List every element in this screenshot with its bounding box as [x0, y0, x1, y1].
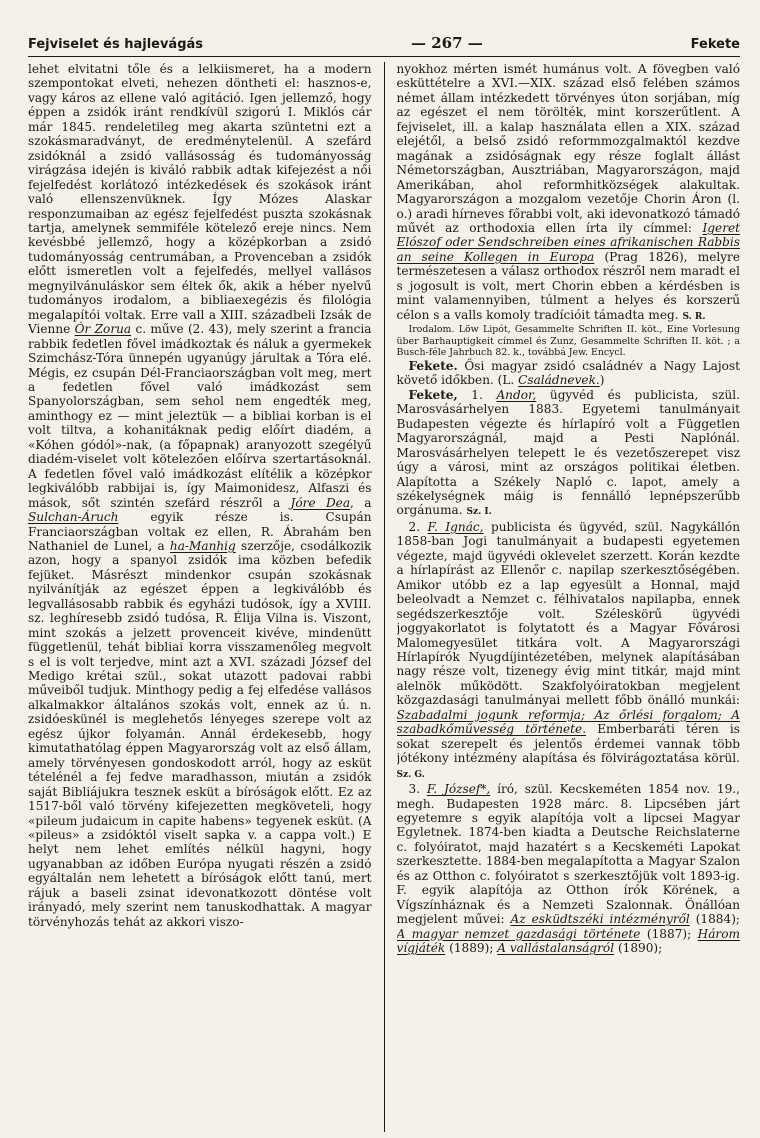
entry-fekete-andor: Fekete, 1. Andor, ügyvéd és publicista, szül. Marosvásárhelyen 1883. Egyetemi tanulmányait Budapesten végezte és hírlapíró volt a Független Magyarországnál, majd a Pesti Naplónál. Marosvásárhelyen telepett le és vezetőszerepet visz úgy a városi, mint az országos politikai életben. Alapította a Székely Napló c. lapot, amely a székelységnek máig is fennálló lepnépszerűbb orgánuma. Sz. I.	[396, 387, 740, 518]
right-paragraph-continued: nyokhoz mérten ismét humánus volt. A fövegben való esküttételre a XVI.—XIX. század első felében számos német állam intézkedett törvényes úton sorjában, míg az egészet el nem törölték, mint korszerűtlent. A fejviselet, ill. a kalap használata ellen a XIX. század elejétől, a belső zsidó reformmozgalmaktól kezdve magának a zsidóságnak egy része foglalt állást Németországban, Ausztriában, Magyarországon, majd Amerikában, ahol reformhitközségek alakultak. Magyarországon a mozgalom vezetője Chorin Áron (l. o.) aradi hírneves főrabbi volt, aki idevonatkozó támadó művét az orthodoxia ellen írta ily címmel: Igeret Elószof oder Sendschreiben eines afrikanischen Rabbis an seine Kollegen in Europa (Prag 1826), melyre természetesen a válasz orthodox részről nem maradt el s jogosult is volt, mert Chorin ebben a kérdésben is mint valamennyiben, túlment a helyes és korszerű célon s a valls komoly tradícióit támadta meg. S. R.	[396, 62, 740, 322]
entry-fekete-jozsef: 3. F. József*, író, szül. Kecskeméten 1854 nov. 19., megh. Budapesten 1928 márc. 8. Lipcsében járt egyetemre s egyik alapítója volt a lipcsei Magyar Egyletnek. 1874-ben kiadta a Deutsche Reichslaterne c. folyóiratot, majd hazatért s a Kecskeméti Lapokat szerkesztette. 1884-ben megalapította a Magyar Szalon és az Otthon c. folyóiratot s szerkesztőjük volt 1893-ig. F. egyik alapítója az Otthon írók Körének, a Vígszínháznak és a Nemzeti Szalonnak. Önállóan megjelent művei: Az esküdtszéki intézményről (1884); A magyar nemzet gazdasági története (1887); Három vígjáték (1889); A vallástalanságról (1890);	[396, 782, 740, 956]
left-paragraph: lehet elvitatni tőle és a lelkiismeret, ha a modern szempontokat elveti, nehezen döntheti el: hasznos-e, vagy káros az ellene való agitáció. Igen jellemző, hogy éppen a zsidók iránt rendkívül szigorú I. Miklós cár már 1845. rendeletileg meg akarta szüntetni ezt a szokásmaradványt, de eredménytelenül. A szefárd zsidóknál a zsidó vallásosság és tudományosság virágzása idején is kiváló rabbik adtak kifejezést a női fejelfedést korlátozó intézkedések és szokások iránt való ellenszenvüknek. Így Mózes Alaskar responzumaiban az egész fejelfedést puszta szokásnak tartja, amelynek semmiféle kötelező ereje nincs. Nem kevésbbé jellemző, hogy a középkorban a zsidó tudományosság centrumában, a Provenceban a zsidók előtt ismeretlen volt a fejelfedés, mellyel vallásos megnyilvánuláskor sem éltek ők, akik a héber nyelvű tudományos irodalom, a bibliaexegézis és filológia megalapítói voltak. Erre vall a XIII. századbeli Izsák de Vienne Ór Zorua c. műve (2. 43), mely szerint a francia rabbik fedetlen fővel imádkoztak és náluk a gyermekek Szimchász-Tóra ünnepén ugyanúgy járultak a Tóra elé. Mégis, ez csupán Dél-Franciaországban volt meg, mert a fedetlen fővel való imádkozást sem Spanyolországban, sem sehol nem engedték meg, aminthogy ez — mint jeleztük — a bibliai korban is el volt tiltva, a kohanitáknak pedig előírt diadém, a «Kóhen gódól»-nak, (a főpapnak) aranyozott szegélyű diadém-viselet volt kötelezően előírva szertartásoknál. A fedetlen fővel való imádkozást elítélik a középkor legkiválóbb rabbijai is, így Maimonidesz, Alfaszi és mások, sőt szintén szefárd részről a Jóre Dea, a Sulchan-Áruch egyik része is. Csupán Franciaországban voltak ez ellen, R. Ábrahám ben Nathaniel de Lunel, a ha-Manhig szerzője, csodálkozik azon, hogy a spanyol zsidók ima közben befedik fejüket. Másrészt mindenkor csupán szokásnak nyilvánítják az egészet éppen a legkiválóbb és legvallásosabb rabbik és egyházi tudósok, így a XVIII. sz. leghíresebb zsidó tudósa, R. Élija Vilna is. Viszont, mint szokás a jelzett provenceit kivéve, mindenütt függetlenül, tehát bibliai korra visszamenőleg megvolt s el is volt terjedve, mint azt a XVI. századi József del Medigo krétai szül., sokat utazott padovai rabbi műveiből tudjuk. Minthogy pedig a fej elfedése vallásos alkalmakkor általános szokás volt, ennek az ú. n. zsidóeskünél is meglehetős lényeges szerepe volt az egész újkor folyamán. Annál érdekesebb, hogy kimutathatólag éppen Magyarország volt az első állam, amely törvényesen gondoskodott arról, hogy az esküt tételénél a fej fedve maradhasson, miután a zsidók saját Bibliájukra tesznek esküt a bíróságok előtt. Ez az 1517-ből való törvény kifejezetten megköveteli, hogy «pileum judaicum in capite habens» tegyenek esküt. (A «pileus» a zsidóktól viselt sapka v. a cappa volt.) E helyt nem lehet említés nélkül hagyni, hogy ugyanabban az időben Európa nyugati részén a zsidó egyáltalán nem lehetett a bíróságok előtt tanú, mert rájuk a baseli zsinat idevonatkozott döntése volt irányadó, mely szerint nem tanuskodhattak. A magyar törvényhozás tehát az akkori viszo-	[28, 62, 372, 929]
left-column	[28, 62, 372, 1132]
entry-fekete-family: Fekete. Ősi magyar zsidó családnév a Nagy Lajost követő időkben. (L. Családnevek.)	[396, 358, 740, 388]
header-entry-word: Fekete	[690, 37, 740, 52]
text-columns	[28, 62, 740, 1132]
right-column	[397, 62, 741, 1132]
literature-note: Irodalom. Löw Lipót, Gesammelte Schriften II. köt., Eine Vorlesung über Barhauptigkeit címmel és Zunz, Gesammelte Schriften II. köt. ; a Busch-féle Jahrbuch 82. k., továbbá Jew. Encycl.	[396, 324, 740, 359]
running-header	[28, 32, 740, 52]
column-separator	[384, 62, 385, 1132]
header-rule	[28, 56, 740, 57]
entry-fekete-ignac: 2. F. Ignác, publicista és ügyvéd, szül. Nagykállón 1858-ban Jogi tanulmányait a budapesti egyetemen végezte, majd ügyvédi oklevelet szerzett. Korán kezdte a hírlapírást az Ellenőr c. napilap szerkesztőségében. Amikor utóbb ez a lap egyesült a Honnal, majd beleolvadt a Nemzet c. félhivatalos napilapba, ennek segédszerkesztője volt. Széleskörű ügyvédi joggyakorlatot is folytatott és a Magyar Fővárosi Malomegyesület titkára volt. A Magyarországi Hírlapírók Nyugdíjintézetében, melynek alapításában nagy része volt, tizenegy évig mint titkár, majd mint alelnök működött. Szakfolyóiratokban megjelent közgazdasági tanulmányai mellett főbb önálló munkái: Szabadalmi jogunk reformja; Az őrlési forgalom; A szabadkőművesség története. Emberbaráti téren is sokat szerepelt és jelentős érdemei vannak több jótékony intézmény alapítása és fölvirágoztatása körül. Sz. G.	[396, 519, 740, 780]
header-section-title: Fejviselet és hajlevágás	[28, 37, 204, 52]
page-number: — 267 —	[410, 34, 483, 52]
